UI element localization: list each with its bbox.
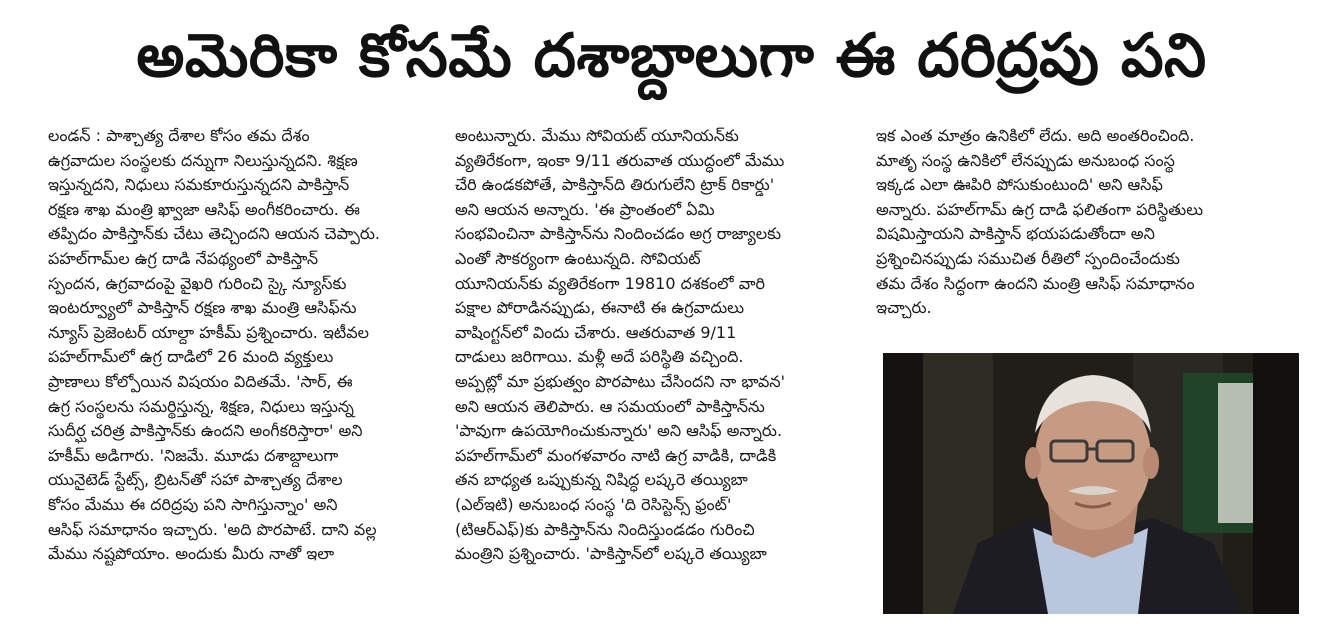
article-line: మేము నష్టపోయాం. అందుకు మీరు నాతో ఇలా: [48, 544, 335, 564]
article-line: అప్పట్లో మా ప్రభుత్వం పొరపాటు చేసిందని నా భావన': [455, 371, 786, 391]
article-line: పహల్‌గామ్‌లో మంగళవారం నాటి ఉగ్ర వాడికి, దాడికి: [455, 445, 777, 465]
article-line: యూనియన్‌కు వ్యతిరేకంగా 19810 దశకంలో వారి: [455, 273, 765, 293]
article-line: కోసం మేము ఈ దరిద్రపు పని సాగిస్తున్నాం' అని: [48, 494, 338, 514]
article-line: రక్షణ శాఖ మంత్రి ఖ్వాజా ఆసిఫ్ అంగీకరించారు. ఈ: [48, 199, 360, 219]
article-column-2: [455, 124, 857, 567]
article-line: పక్షాల పోరాడినప్పుడు, ఈనాటి ఈ ఉగ్రవాదులు: [455, 298, 745, 318]
article-line: మాతృ సంస్థ ఉనికిలో లేనప్పుడు అనుబంధ సంస్థ: [876, 150, 1175, 170]
article-column-1: [48, 124, 434, 567]
article-line: ఇచ్చారు.: [876, 298, 932, 318]
article-line: (టిఆర్ఎఫ్)కు పాకిస్తాన్‌ను నిందిస్తుండడం గురించి: [455, 519, 755, 539]
article-line: అని ఆయన అన్నారు. 'ఈ ప్రాంతంలో ఏమి: [455, 199, 715, 219]
article-line: ప్రాణాలు కోల్పోయిన విషయం విదితమే. 'సార్, ఈ: [48, 371, 353, 391]
article-line: విషమిస్తాయని పాకిస్తాన్ భయపడుతోందా అని: [876, 224, 1155, 244]
article-line: ఇక ఎంత మాత్రం ఉనికిలో లేదు. అది అంతరించింది.: [876, 126, 1195, 145]
article-line: సుదీర్ఘ చరిత్ర పాకిస్తాన్‌కు ఉందని అంగీకరిస్తారా' అని: [48, 421, 363, 441]
article-line: లండన్ : పాశ్చాత్య దేశాల కోసం తమ దేశం: [48, 126, 310, 145]
article-photo: [883, 353, 1299, 614]
article-line: మంత్రిని ప్రశ్నించారు. 'పాకిస్తాన్‌లో లష్కరె తయ్యిబా: [455, 544, 767, 564]
article-line: అన్నారు. పహల్‌గామ్ ఉగ్ర దాడి ఫలితంగా పరిస్థితులు: [876, 199, 1204, 219]
article-column-3: [876, 124, 1300, 321]
article-line: స్పందన, ఉగ్రవాదంపై వైఖరి గురించి స్కై న్యూస్‌కు: [48, 273, 347, 293]
article-line: తప్పిదం పాకిస్తాన్‌కు చేటు తెచ్చిందని ఆయన చెప్పారు.: [48, 224, 380, 244]
article-line: పహల్‌గామ్‌ల ఉగ్ర దాడి నేపథ్యంలో పాకిస్తాన్: [48, 248, 319, 268]
portrait-photo-icon: [883, 353, 1299, 614]
article-line: వ్యతిరేకంగా, ఇంకా 9/11 తరువాత యుద్ధంలో మేము: [455, 150, 785, 170]
article-line: అంటున్నారు. మేము సోవియట్ యూనియన్‌కు: [455, 126, 739, 145]
article-line: ఉగ్ర సంస్థలను సమర్థిస్తున్న, శిక్షణ, నిధులు ఇస్తున్న: [48, 396, 354, 416]
article-line: ఉగ్రవాదుల సంస్థలకు దన్నుగా నిలుస్తున్నదని. శిక్షణ: [48, 150, 358, 170]
article-line: ఆసిఫ్ సమాధానం ఇచ్చారు. 'అది పొరపాటే. దాని వల్ల: [48, 519, 377, 539]
article-line: వాషింగ్టన్‌లో విందు చేశారు. ఆతరువాత 9/11: [455, 322, 737, 342]
article-line: 'పావుగా ఉపయోగించుకున్నారు' అని ఆసిఫ్ అన్నారు.: [455, 421, 783, 441]
article-line: తమ దేశం సిద్ధంగా ఉందని మంత్రి ఆసిఫ్ సమాధానం: [876, 273, 1195, 293]
article-line: (ఎల్ఇటి) అనుబంధ సంస్థ 'ది రెసిస్టెన్స్ ఫ్రంట్': [455, 494, 732, 514]
article-line: న్యూస్ ప్రెజెంటర్ యాల్దా హకీమ్ ప్రశ్నించారు. ఇటీవల: [48, 322, 369, 342]
article-line: అని ఆయన తెలిపారు. ఆ సమయంలో పాకిస్తాన్‌ను: [455, 396, 765, 416]
article-line: పహల్‌గామ్‌లో ఉగ్ర దాడిలో 26 మంది వ్యక్తులు: [48, 347, 334, 367]
article-line: దాడులు జరిగాయి. మళ్లీ అదే పరిస్థితి వచ్చింది.: [455, 347, 744, 367]
article-line: ఇంటర్వ్యూలో పాకిస్తాన్ రక్షణ శాఖ మంత్రి ఆసిఫ్‌ను: [48, 298, 357, 318]
article-line: యునైటెడ్ స్టేట్స్, బ్రిటన్‌తో సహా పాశ్చాత్య దేశాల: [48, 470, 343, 490]
article-line: ఇక్కడ ఎలా ఊపిరి పోసుకుంటుంది' అని ఆసిఫ్: [876, 175, 1163, 195]
article-line: హకీమ్ అడిగారు. 'నిజమే. మూడు దశాబ్దాలుగా: [48, 445, 339, 465]
article-line: సంభవించినా పాకిస్తాన్‌ను నిందించడం అగ్ర రాజ్యాలకు: [455, 224, 781, 244]
article-line: తన బాధ్యత ఒప్పుకున్న నిషిద్ధ లష్కరె తయ్యిబా: [455, 470, 748, 490]
headline: అమెరికా కోసమే దశాబ్దాలుగా ఈ దరిద్రపు పని: [136, 21, 1207, 91]
article-line: చేరి ఉండకపోతే, పాకిస్తాన్‌ది తిరుగులేని ట్రాక్ రికార్డు': [455, 175, 775, 195]
article-line: ఇస్తున్నదని, నిధులు సమకూరుస్తున్నదని పాకిస్తాన్: [48, 175, 350, 195]
article-line: ప్రశ్నించినప్పుడు సముచిత రీతిలో స్పందించేందుకు: [876, 248, 1180, 268]
article-line: ఎంతో సౌకర్యంగా ఉంటున్నది. సోవియట్: [455, 248, 701, 268]
